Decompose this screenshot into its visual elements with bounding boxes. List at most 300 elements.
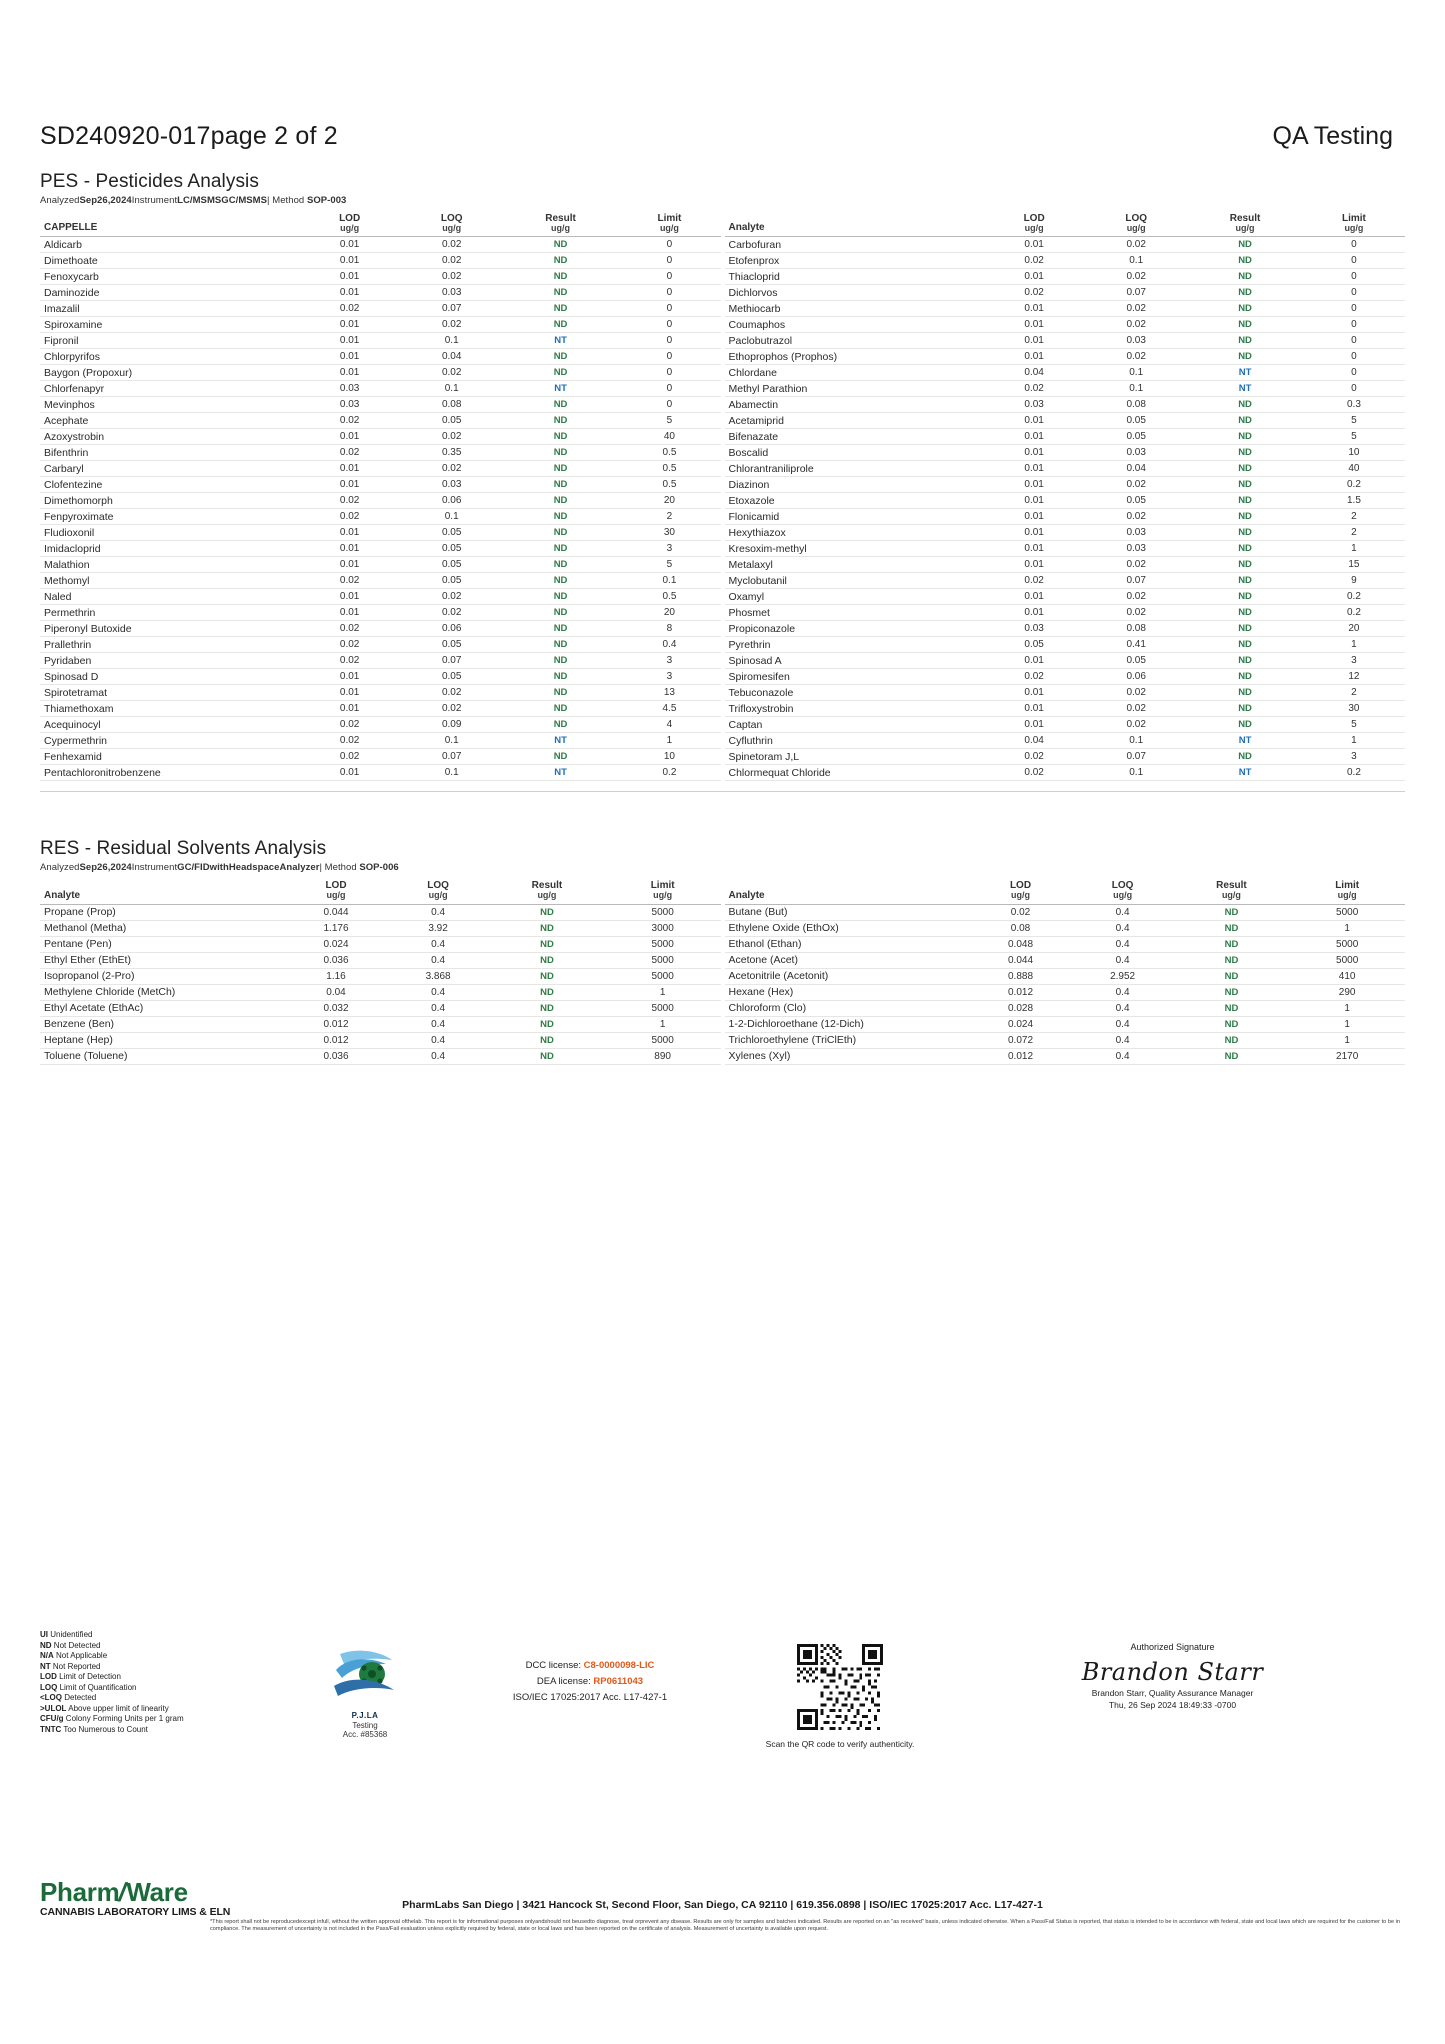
limit-value: 0 — [618, 397, 720, 413]
analyte-name: Paclobutrazol — [725, 333, 984, 349]
column-unit: ug/g — [340, 223, 360, 233]
limit-value: 1 — [1289, 920, 1405, 936]
residual-section — [40, 838, 1405, 1064]
result-value: ND — [1187, 605, 1303, 621]
table-row — [40, 317, 721, 333]
result-value: ND — [1187, 717, 1303, 733]
table-row — [725, 904, 1406, 920]
analyte-name: Pentachloronitrobenzene — [40, 765, 299, 781]
analyte-name: Naled — [40, 589, 299, 605]
result-value: ND — [503, 669, 619, 685]
license-label: DCC license: — [525, 1660, 584, 1671]
analyte-name: Spinosad A — [725, 653, 984, 669]
analyte-name: Bifenazate — [725, 429, 984, 445]
table-row — [725, 301, 1406, 317]
column-header-loq: LOQ ug/g — [1085, 212, 1187, 237]
lod-value: 0.01 — [299, 461, 401, 477]
loq-value: 0.07 — [401, 301, 503, 317]
result-value: ND — [1187, 749, 1303, 765]
lod-value: 0.08 — [969, 920, 1071, 936]
column-unit: ug/g — [551, 223, 571, 233]
table-row — [725, 589, 1406, 605]
result-value: ND — [503, 701, 619, 717]
limit-value: 12 — [1303, 669, 1405, 685]
legend-item — [40, 1662, 290, 1673]
result-value: ND — [503, 269, 619, 285]
lod-value: 1.176 — [285, 920, 387, 936]
table-row — [725, 621, 1406, 637]
brand-subtitle: CANNABIS LABORATORY LIMS & ELN — [40, 1906, 231, 1918]
result-value: ND — [503, 749, 619, 765]
result-value: ND — [489, 1000, 605, 1016]
table-row — [40, 1000, 721, 1016]
legend-item — [40, 1630, 290, 1641]
lod-value: 0.01 — [983, 493, 1085, 509]
result-value: ND — [489, 904, 605, 920]
limit-value: 0.5 — [618, 589, 720, 605]
brand-name-2: Ware — [126, 1877, 188, 1907]
legend-text: Not Reported — [50, 1661, 101, 1671]
column-header-loq: LOQ ug/g — [387, 879, 489, 904]
result-value: ND — [1174, 936, 1290, 952]
lod-value: 0.01 — [299, 477, 401, 493]
loq-value: 0.02 — [401, 237, 503, 253]
column-unit: ug/g — [1337, 890, 1357, 901]
signature-block — [940, 1630, 1405, 1712]
pes-instrument-label: Instrument — [131, 195, 178, 206]
loq-value: 0.02 — [1085, 589, 1187, 605]
column-header-lod: LOD ug/g — [299, 212, 401, 237]
column-header-lod: LOD ug/g — [969, 879, 1071, 904]
loq-value: 0.4 — [1072, 1032, 1174, 1048]
column-header-result: Result ug/g — [489, 879, 605, 904]
limit-value: 20 — [618, 605, 720, 621]
lod-value: 0.01 — [983, 701, 1085, 717]
residual-title: RES - Residual Solvents Analysis — [40, 838, 327, 860]
analyte-name: Flonicamid — [725, 509, 984, 525]
analyte-name: Piperonyl Butoxide — [40, 621, 299, 637]
limit-value: 1 — [605, 1016, 721, 1032]
analyte-name: Methyl Parathion — [725, 381, 984, 397]
loq-value: 0.4 — [1072, 920, 1174, 936]
table-row — [725, 269, 1406, 285]
lod-value: 0.02 — [299, 573, 401, 589]
table-row — [725, 381, 1406, 397]
result-value: ND — [1187, 269, 1303, 285]
lod-value: 0.02 — [983, 573, 1085, 589]
column-header-limit: Limit ug/g — [605, 879, 721, 904]
table-row — [40, 765, 721, 781]
analyte-name: Thiacloprid — [725, 269, 984, 285]
lod-value: 0.01 — [299, 429, 401, 445]
limit-value: 0.2 — [1303, 765, 1405, 781]
lod-value: 0.036 — [285, 1048, 387, 1064]
analyte-name: Pyrethrin — [725, 637, 984, 653]
lod-value: 1.16 — [285, 968, 387, 984]
analyte-name: Trichloroethylene (TriClEth) — [725, 1032, 970, 1048]
analyte-name: Ethoprophos (Prophos) — [725, 349, 984, 365]
analyte-name: Bifenthrin — [40, 445, 299, 461]
limit-value: 0 — [618, 381, 720, 397]
loq-value: 0.05 — [1085, 413, 1187, 429]
loq-value: 0.08 — [1085, 397, 1187, 413]
result-value: ND — [489, 1048, 605, 1064]
pjla-acc: Acc. #85368 — [342, 1730, 388, 1740]
lod-value: 0.012 — [285, 1032, 387, 1048]
lod-value: 0.036 — [285, 952, 387, 968]
report-footer — [40, 1630, 1405, 1932]
loq-value: 0.4 — [387, 1000, 489, 1016]
result-value: ND — [503, 685, 619, 701]
result-value: NT — [503, 381, 619, 397]
analyte-name: Fludioxonil — [40, 525, 299, 541]
license-value: RP0611043 — [593, 1676, 644, 1688]
analyte-name: Ethylene Oxide (EthOx) — [725, 920, 970, 936]
lod-value: 0.02 — [969, 904, 1071, 920]
table-row — [40, 573, 721, 589]
loq-value: 0.02 — [401, 317, 503, 333]
result-value: ND — [1187, 557, 1303, 573]
limit-value: 3 — [618, 653, 720, 669]
legend-text: Limit of Quantification — [57, 1682, 137, 1692]
loq-value: 0.35 — [401, 445, 503, 461]
analyte-name: Spirotetramat — [40, 685, 299, 701]
loq-value: 0.05 — [401, 637, 503, 653]
column-header-lod: LOD ug/g — [983, 212, 1085, 237]
legend-item — [40, 1693, 290, 1704]
legend-item — [40, 1714, 290, 1725]
signature-image: Brandon Starr — [1081, 1658, 1264, 1686]
limit-value: 5000 — [1289, 936, 1405, 952]
loq-value: 0.4 — [1072, 984, 1174, 1000]
legend-text: Unidentified — [48, 1630, 93, 1639]
lod-value: 0.01 — [983, 301, 1085, 317]
pesticides-title: PES - Pesticides Analysis — [40, 171, 259, 192]
legend-text: Detected — [62, 1693, 97, 1703]
column-header-limit: Limit ug/g — [1289, 879, 1405, 904]
lod-value: 0.01 — [983, 557, 1085, 573]
table-row — [40, 461, 721, 477]
analyte-name: Abamectin — [725, 397, 984, 413]
lod-value: 0.01 — [983, 717, 1085, 733]
table-row — [725, 493, 1406, 509]
table-row — [725, 317, 1406, 333]
pes-method-label: | Method — [267, 195, 307, 206]
analyte-name: Tebuconazole — [725, 685, 984, 701]
column-header-loq: LOQ ug/g — [1072, 879, 1174, 904]
limit-value: 0 — [1303, 269, 1405, 285]
table-row — [40, 509, 721, 525]
lod-value: 0.024 — [969, 1016, 1071, 1032]
limit-value: 4.5 — [618, 701, 720, 717]
limit-value: 0 — [1303, 301, 1405, 317]
table-row — [40, 429, 721, 445]
analyte-name: Carbaryl — [40, 461, 299, 477]
loq-value: 0.4 — [387, 1016, 489, 1032]
table-row — [40, 269, 721, 285]
limit-value: 5 — [618, 557, 720, 573]
table-row — [725, 733, 1406, 749]
column-unit: ug/g — [428, 890, 448, 901]
lod-value: 0.02 — [299, 653, 401, 669]
legend-abbr: UI — [40, 1630, 48, 1639]
loq-value: 0.03 — [1085, 333, 1187, 349]
lod-value: 0.028 — [969, 1000, 1071, 1016]
loq-value: 0.4 — [1072, 1016, 1174, 1032]
table-row — [725, 653, 1406, 669]
table-row — [40, 301, 721, 317]
lod-value: 0.02 — [983, 765, 1085, 781]
loq-value: 0.08 — [1085, 621, 1187, 637]
loq-value: 0.1 — [1085, 765, 1187, 781]
result-value: ND — [1187, 701, 1303, 717]
lod-value: 0.02 — [299, 717, 401, 733]
loq-value: 0.06 — [1085, 669, 1187, 685]
analyte-name: Mevinphos — [40, 397, 299, 413]
result-value: ND — [1187, 301, 1303, 317]
lod-value: 0.01 — [299, 525, 401, 541]
column-header-result: Result ug/g — [503, 212, 619, 237]
table-row — [725, 685, 1406, 701]
legend-abbr: ND — [40, 1640, 52, 1650]
loq-value: 0.02 — [401, 429, 503, 445]
result-value: NT — [1187, 765, 1303, 781]
table-row — [40, 749, 721, 765]
result-value: ND — [489, 936, 605, 952]
limit-value: 2170 — [1289, 1048, 1405, 1064]
analyte-name: Fipronil — [40, 333, 299, 349]
table-row — [725, 1000, 1406, 1016]
lod-value: 0.01 — [983, 589, 1085, 605]
loq-value: 0.04 — [1085, 461, 1187, 477]
lod-value: 0.01 — [983, 653, 1085, 669]
lod-value: 0.01 — [299, 237, 401, 253]
analyte-name: Captan — [725, 717, 984, 733]
legend-item — [40, 1704, 290, 1715]
result-value: ND — [1187, 621, 1303, 637]
limit-value: 0 — [618, 333, 720, 349]
loq-value: 0.4 — [387, 904, 489, 920]
table-row — [725, 365, 1406, 381]
limit-value: 0 — [618, 349, 720, 365]
lod-value: 0.03 — [299, 381, 401, 397]
analyte-name: Propiconazole — [725, 621, 984, 637]
analyte-name: Butane (But) — [725, 904, 970, 920]
pes-method-value: SOP-003 — [306, 195, 347, 206]
result-value: ND — [489, 1032, 605, 1048]
loq-value: 0.4 — [1072, 1048, 1174, 1064]
analyte-name: Methomyl — [40, 573, 299, 589]
table-row — [40, 285, 721, 301]
result-value: ND — [1187, 413, 1303, 429]
limit-value: 5000 — [605, 904, 721, 920]
limit-value: 5 — [1303, 429, 1405, 445]
column-unit: ug/g — [653, 890, 673, 901]
analyte-name: Spinosad D — [40, 669, 299, 685]
limit-value: 0 — [1303, 253, 1405, 269]
limit-value: 20 — [1303, 621, 1405, 637]
loq-value: 0.4 — [387, 1048, 489, 1064]
table-header-row — [725, 879, 1406, 904]
analyte-name: Acetonitrile (Acetonit) — [725, 968, 970, 984]
table-row — [40, 669, 721, 685]
loq-value: 0.4 — [1072, 936, 1174, 952]
analyte-name: Toluene (Toluene) — [40, 1048, 285, 1064]
result-value: NT — [1187, 365, 1303, 381]
limit-value: 9 — [1303, 573, 1405, 589]
analyte-name: Prallethrin — [40, 637, 299, 653]
analyte-name: Baygon (Propoxur) — [40, 365, 299, 381]
loq-value: 0.04 — [401, 349, 503, 365]
lod-value: 0.01 — [983, 413, 1085, 429]
result-value: ND — [503, 397, 619, 413]
loq-value: 0.05 — [1085, 429, 1187, 445]
analyte-name: 1-2-Dichloroethane (12-Dich) — [725, 1016, 970, 1032]
limit-value: 0 — [618, 285, 720, 301]
limit-value: 0 — [1303, 285, 1405, 301]
loq-value: 0.05 — [401, 573, 503, 589]
table-row — [725, 605, 1406, 621]
legend-text: Not Applicable — [53, 1651, 108, 1661]
limit-value: 1 — [605, 984, 721, 1000]
result-value: ND — [503, 317, 619, 333]
loq-value: 0.02 — [401, 269, 503, 285]
lod-value: 0.012 — [969, 1048, 1071, 1064]
result-value: ND — [1187, 653, 1303, 669]
column-unit: ug/g — [1024, 223, 1044, 233]
column-unit: ug/g — [1113, 890, 1133, 901]
analyte-name: Kresoxim-methyl — [725, 541, 984, 557]
result-value: ND — [1187, 461, 1303, 477]
analyte-name: Propane (Prop) — [40, 904, 285, 920]
analyte-name: Fenoxycarb — [40, 269, 299, 285]
result-value: ND — [1174, 1048, 1290, 1064]
table-row — [725, 429, 1406, 445]
result-value: ND — [1174, 1000, 1290, 1016]
lod-value: 0.02 — [299, 621, 401, 637]
analyte-name: Metalaxyl — [725, 557, 984, 573]
limit-value: 40 — [618, 429, 720, 445]
limit-value: 5 — [618, 413, 720, 429]
table-row — [725, 936, 1406, 952]
result-value: ND — [1187, 685, 1303, 701]
limit-value: 1 — [1303, 541, 1405, 557]
loq-value: 0.02 — [1085, 477, 1187, 493]
pes-analyzed-value: Sep26,2024 — [79, 195, 132, 206]
limit-value: 30 — [1303, 701, 1405, 717]
lod-value: 0.01 — [299, 605, 401, 621]
limit-value: 3 — [1303, 749, 1405, 765]
signature-timestamp: Thu, 26 Sep 2024 18:49:33 -0700 — [1108, 1699, 1237, 1710]
legend-abbr: N/A — [40, 1651, 54, 1661]
limit-value: 0.5 — [618, 477, 720, 493]
table-row — [725, 573, 1406, 589]
table-row — [725, 1016, 1406, 1032]
lod-value: 0.01 — [983, 461, 1085, 477]
lod-value: 0.01 — [299, 701, 401, 717]
loq-value: 0.4 — [1072, 1000, 1174, 1016]
limit-value: 3000 — [605, 920, 721, 936]
license-list — [440, 1630, 740, 1706]
analyte-name: Carbofuran — [725, 237, 984, 253]
lod-value: 0.012 — [285, 1016, 387, 1032]
table-row — [725, 984, 1406, 1000]
loq-value: 0.02 — [1085, 509, 1187, 525]
legend-text: Above upper limit of linearity — [66, 1703, 169, 1713]
loq-value: 0.02 — [401, 685, 503, 701]
qr-code-icon[interactable] — [740, 1644, 940, 1735]
limit-value: 5000 — [605, 1000, 721, 1016]
column-unit: ug/g — [659, 223, 679, 233]
limit-value: 0 — [618, 253, 720, 269]
pjla-text — [290, 1711, 440, 1740]
legend-text: Not Detected — [51, 1640, 101, 1650]
pjla-label-2: Testing — [352, 1720, 378, 1730]
pesticides-tables — [40, 212, 1405, 781]
legend-item — [40, 1725, 290, 1736]
analyte-name: Cypermethrin — [40, 733, 299, 749]
loq-value: 0.02 — [1085, 701, 1187, 717]
legend-abbr: NT — [40, 1661, 51, 1671]
result-value: ND — [1174, 968, 1290, 984]
legend-abbr: LOQ — [40, 1682, 58, 1692]
result-value: ND — [1187, 573, 1303, 589]
lod-value: 0.048 — [969, 936, 1071, 952]
loq-value: 0.4 — [387, 952, 489, 968]
limit-value: 1 — [1289, 1000, 1405, 1016]
limit-value: 30 — [618, 525, 720, 541]
lod-value: 0.03 — [983, 621, 1085, 637]
pes-analyzed-label: Analyzed — [40, 195, 80, 206]
loq-value: 0.1 — [401, 733, 503, 749]
result-value: ND — [489, 984, 605, 1000]
lod-value: 0.02 — [299, 493, 401, 509]
lod-value: 0.01 — [299, 269, 401, 285]
result-value: ND — [1187, 237, 1303, 253]
result-value: ND — [503, 717, 619, 733]
result-value: ND — [503, 525, 619, 541]
lod-value: 0.01 — [299, 589, 401, 605]
lod-value: 0.01 — [299, 685, 401, 701]
result-value: ND — [503, 589, 619, 605]
loq-value: 0.02 — [401, 365, 503, 381]
analyte-name: Ethyl Ether (EthEt) — [40, 952, 285, 968]
legend-item — [40, 1683, 290, 1694]
loq-value: 2.952 — [1072, 968, 1174, 984]
analyte-name: Chloroform (Clo) — [725, 1000, 970, 1016]
lod-value: 0.04 — [983, 365, 1085, 381]
lod-value: 0.024 — [285, 936, 387, 952]
table-row — [40, 589, 721, 605]
report-body — [40, 0, 1405, 1065]
table-row — [725, 920, 1406, 936]
result-value: ND — [503, 573, 619, 589]
analyte-name: Cyfluthrin — [725, 733, 984, 749]
table-header-row — [725, 212, 1406, 237]
column-header-limit: Limit ug/g — [1303, 212, 1405, 237]
result-value: NT — [503, 333, 619, 349]
limit-value: 0.2 — [1303, 589, 1405, 605]
table-row — [725, 669, 1406, 685]
loq-value: 0.02 — [1085, 605, 1187, 621]
lod-value: 0.032 — [285, 1000, 387, 1016]
result-value: ND — [1187, 493, 1303, 509]
analyte-name: Spiromesifen — [725, 669, 984, 685]
loq-value: 0.03 — [1085, 541, 1187, 557]
loq-value: 0.02 — [1085, 269, 1187, 285]
loq-value: 0.4 — [1072, 952, 1174, 968]
analyte-name: Imazalil — [40, 301, 299, 317]
